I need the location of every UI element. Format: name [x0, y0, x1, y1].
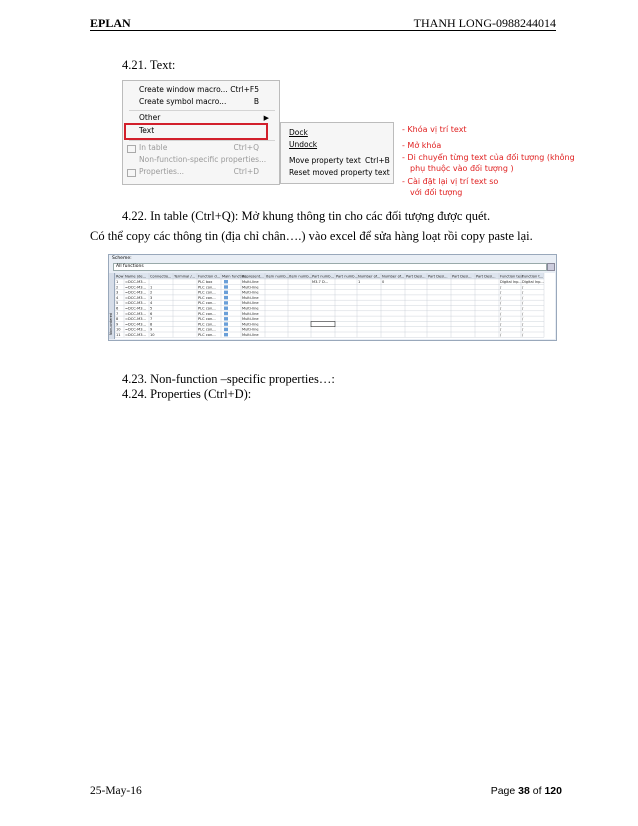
table-cell: / [522, 317, 524, 322]
menu-item-properties[interactable]: Properties... Ctrl+D [127, 166, 275, 178]
scheme-dropdown-button[interactable] [547, 263, 555, 271]
table-cell: 6 [116, 306, 119, 311]
table-cell: 1 [116, 280, 119, 284]
table-cell: PLC con... [198, 317, 216, 322]
table-cell: Multi-line [242, 306, 259, 311]
context-menu [122, 80, 280, 185]
main-function-checkbox[interactable] [224, 296, 228, 299]
table-cell: 9 [150, 327, 153, 332]
column-header: Row [116, 274, 124, 279]
side-tab: Non-ordered [109, 273, 115, 339]
footer-date: 25-May-16 [90, 785, 142, 797]
scheme-label: Scheme: [112, 256, 132, 261]
column-header: Function t... [522, 274, 544, 279]
footer-page: Page 38 of 120 [490, 785, 562, 797]
selected-cell[interactable] [311, 321, 335, 326]
table-cell: 5 [116, 301, 119, 306]
table-cell: PLC con... [198, 311, 216, 316]
table-cell: Multi-line [242, 295, 259, 300]
text-submenu [280, 122, 394, 184]
table-cell: / [500, 295, 502, 300]
column-header: Part Desi... [476, 274, 496, 279]
table-cell: Multi-line [242, 317, 259, 322]
table-cell: =DCC-M3... [125, 327, 146, 332]
table-cell: / [500, 333, 502, 337]
table-cell: / [500, 285, 502, 290]
column-header: Part Desi... [428, 274, 448, 279]
table-cell: Multi-line [242, 327, 259, 332]
table-cell: / [522, 306, 524, 311]
table-cell: 10 [116, 327, 121, 332]
table-cell: 6 [150, 311, 153, 316]
table-cell: PLC con... [198, 295, 216, 300]
table-cell: Multi-line [242, 311, 259, 316]
table-cell: 10 [150, 333, 155, 337]
submenu-item-reset-moved-property-text[interactable]: Reset moved property text [289, 168, 390, 177]
column-header: Part Desi... [406, 274, 426, 279]
column-header: Number of... [382, 274, 405, 279]
table-cell: / [500, 317, 502, 322]
menu-separator [129, 140, 275, 141]
table-cell: / [500, 306, 502, 311]
table-cell: =DCC-M3... [125, 295, 146, 300]
table-cell: PLC con... [198, 290, 216, 295]
table-cell: / [522, 290, 524, 295]
table-cell: 3 [150, 295, 153, 300]
menu-item-in-table[interactable]: In table Ctrl+Q [127, 142, 275, 154]
column-header: Number of... [358, 274, 381, 279]
table-cell: 1 [150, 285, 153, 290]
table-cell: =DCC-M3... [125, 311, 146, 316]
section-4-23: 4.23. Non-function –specific properties…: [122, 372, 335, 386]
annotation-move-cont: phụ thuộc vào đối tượng ) [410, 164, 514, 173]
table-cell: Digital Inp... [522, 280, 544, 284]
column-header: Function text [500, 274, 524, 279]
grid-svg [115, 273, 555, 339]
table-cell: / [522, 327, 524, 332]
table-cell: / [522, 333, 524, 337]
table-cell: =DCC-M3... [125, 306, 146, 311]
table-cell: / [500, 327, 502, 332]
table-cell: 2 [116, 285, 119, 290]
menu-item-text[interactable]: Text [139, 126, 155, 135]
table-cell: Multi-line [242, 280, 259, 284]
table-cell: 4 [116, 295, 119, 300]
table-cell: PLC con... [198, 327, 216, 332]
main-function-checkbox[interactable] [224, 317, 228, 320]
column-header: Item numb... [289, 274, 313, 279]
main-function-checkbox[interactable] [224, 291, 228, 294]
main-function-checkbox[interactable] [224, 322, 228, 325]
column-header: Name (de... [125, 274, 147, 279]
annotation-move: - Di chuyển từng text của đối tượng (không [402, 153, 575, 162]
table-cell: 8 [150, 322, 153, 327]
annotation-lock: - Khóa vị trí text [402, 125, 467, 134]
column-header: Terminal /... [174, 274, 195, 279]
table-cell: PLC con... [198, 322, 216, 327]
page-header [90, 14, 556, 31]
submenu-item-dock[interactable]: Dock [289, 128, 308, 137]
table-cell: Multi-line [242, 290, 259, 295]
section-4-22: 4.22. In table (Ctrl+Q): Mở khung thông tin cho các đối tượng được quét. [122, 209, 491, 223]
table-cell: M3.7 D... [312, 280, 329, 284]
column-header: Part Desi... [452, 274, 472, 279]
table-cell: / [500, 311, 502, 316]
table-cell: / [500, 322, 502, 327]
table-cell: Multi-line [242, 301, 259, 306]
table-cell: Multi-line [242, 285, 259, 290]
table-cell: 8 [116, 317, 119, 322]
submenu-item-move-property-text[interactable]: Move property text Ctrl+B [289, 156, 390, 165]
main-function-checkbox[interactable] [224, 333, 228, 336]
annotation-unlock: - Mở khóa [402, 141, 442, 150]
table-cell: =DCC-M3... [125, 322, 146, 327]
section-4-24: 4.24. Properties (Ctrl+D): [122, 387, 252, 401]
column-header: Function d... [198, 274, 221, 279]
table-screenshot [108, 254, 557, 341]
column-header: Part numb... [312, 274, 335, 279]
table-icon [127, 145, 136, 153]
table-cell: 0 [382, 280, 385, 284]
table-cell: 5 [150, 306, 153, 311]
menu-separator [129, 110, 275, 111]
table-cell: 1 [358, 280, 361, 284]
table-cell: Multi-line [242, 322, 259, 327]
table-cell: 3 [116, 290, 119, 295]
main-function-checkbox[interactable] [224, 328, 228, 331]
table-cell: 7 [150, 317, 153, 322]
annotation-reset: - Cài đặt lại vị trí text so [402, 177, 499, 186]
menu-item-other[interactable]: Other ▶ [139, 113, 269, 122]
table-cell: =DCC-M3... [125, 333, 146, 337]
table-cell: 7 [116, 311, 119, 316]
table-cell: PLC con... [198, 306, 216, 311]
table-cell: Digital Inp... [500, 280, 522, 284]
table-cell: =DCC-M3... [125, 280, 146, 284]
column-header: Item numb... [266, 274, 290, 279]
scheme-select[interactable]: All functions [113, 263, 547, 271]
menu-item-non-function-properties[interactable]: Non-function-specific properties... [139, 155, 267, 164]
submenu-arrow-icon: ▶ [263, 114, 269, 122]
table-cell: 9 [116, 322, 119, 327]
table-cell: Multi-line [242, 333, 259, 337]
main-function-checkbox[interactable] [224, 301, 228, 304]
table-cell: / [522, 311, 524, 316]
main-function-checkbox[interactable] [224, 280, 228, 283]
data-grid[interactable] [115, 273, 555, 339]
table-cell: / [500, 301, 502, 306]
header-right: THANH LONG-0988244014 [413, 16, 556, 30]
table-cell: PLC con... [198, 285, 216, 290]
table-cell: PLC con... [198, 301, 216, 306]
column-header: Main function [222, 274, 247, 279]
table-cell: =DCC-M3... [125, 301, 146, 306]
table-cell: =DCC-M3... [125, 290, 146, 295]
table-cell: 4 [150, 301, 153, 306]
table-cell: 2 [150, 290, 153, 295]
main-function-checkbox[interactable] [224, 285, 228, 288]
section-4-21: 4.21. Text: [122, 58, 176, 72]
main-function-checkbox[interactable] [224, 307, 228, 310]
table-cell: 11 [116, 333, 121, 337]
table-cell: / [500, 290, 502, 295]
table-cell: PLC box [198, 280, 213, 284]
menu-item-create-window-macro[interactable]: Create window macro... Ctrl+F5 [139, 85, 259, 94]
main-function-checkbox[interactable] [224, 312, 228, 315]
properties-icon [127, 169, 136, 177]
table-cell: =DCC-M3... [125, 317, 146, 322]
column-header: Represent... [242, 274, 264, 279]
submenu-item-undock[interactable]: Undock [289, 140, 318, 149]
table-cell: =DCC-M3... [125, 285, 146, 290]
table-cell: PLC con... [198, 333, 216, 337]
header-left: EPLAN [90, 16, 131, 30]
column-header: Connectio... [150, 274, 172, 279]
table-cell: / [522, 285, 524, 290]
table-cell: / [522, 301, 524, 306]
menu-item-create-symbol-macro[interactable]: Create symbol macro... B [139, 97, 259, 106]
table-cell: / [522, 322, 524, 327]
section-4-22-body: Có thể copy các thông tin (địa chỉ chân….) vào excel để sửa hàng loạt rồi copy paste lại. [90, 229, 533, 243]
table-cell: / [522, 295, 524, 300]
annotation-reset-cont: với đối tượng [410, 188, 463, 197]
column-header: Part numb... [336, 274, 359, 279]
